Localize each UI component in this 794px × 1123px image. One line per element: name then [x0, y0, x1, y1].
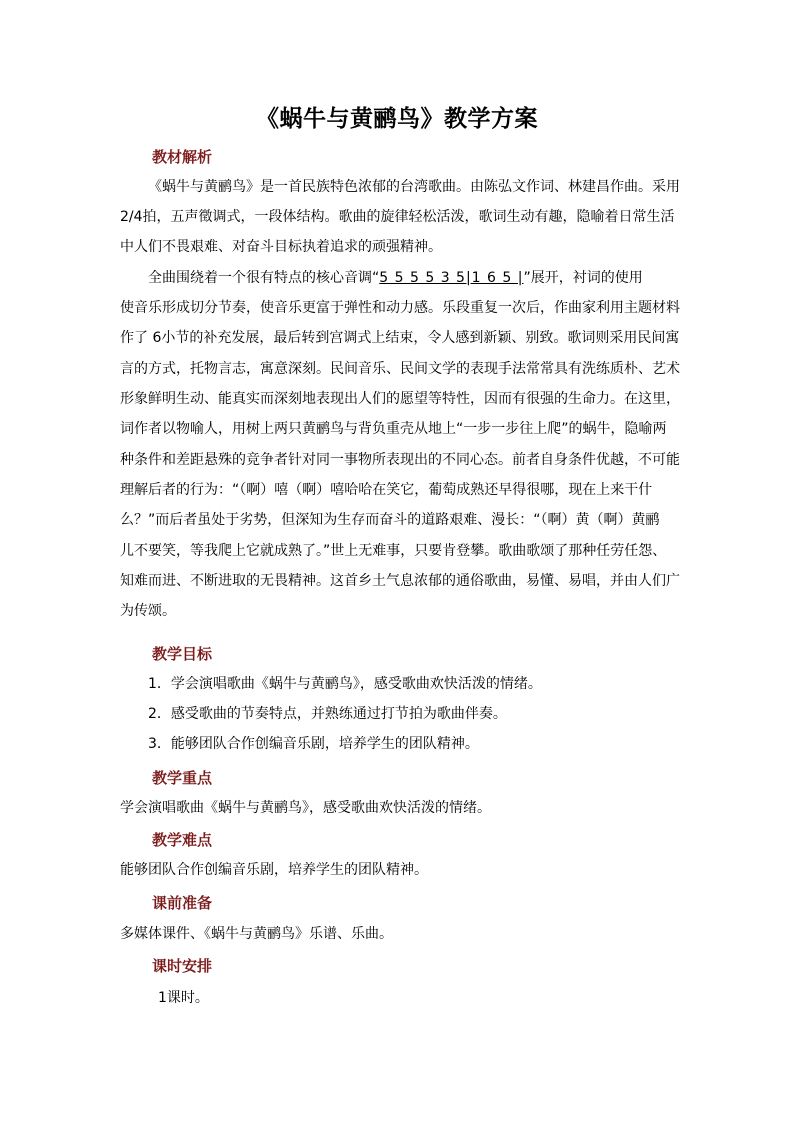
goal-item: 2．感受歌曲的节奏特点，并熟练通过打节拍为歌曲伴奏。 — [148, 706, 507, 722]
section-heading-key-points: 教学重点 — [152, 769, 213, 787]
paragraph-line: 《蜗牛与黄鹂鸟》是一首民族特色浓郁的台湾歌曲。由陈弘文作词、林建昌作曲。采用 — [148, 179, 680, 195]
paragraph-text: 全曲围绕着一个很有特点的核心音调“ — [148, 270, 380, 286]
preparation-text: 多媒体课件、《蜗牛与黄鹂鸟》乐谱、乐曲。 — [120, 926, 393, 942]
section-heading-analysis: 教材解析 — [152, 148, 213, 166]
page-title: 《蜗牛与黄鹂鸟》教学方案 — [256, 105, 538, 132]
section-heading-schedule: 课时安排 — [152, 957, 213, 975]
paragraph-line: 为传颂。 — [120, 603, 176, 619]
paragraph-line: 种条件和差距悬殊的竞争者针对同一事物所表现出的不同心态。前者自身条件优越，不可能 — [120, 452, 680, 468]
key-points-text: 学会演唱歌曲《蜗牛与黄鹂鸟》，感受歌曲欢快活泼的情绪。 — [120, 800, 491, 816]
paragraph-line: 知难而进、不断进取的无畏精神。这首乡土气息浓郁的通俗歌曲，易懂、易唱，并由人们广 — [120, 573, 680, 589]
difficulties-text: 能够团队合作创编音乐剧，培养学生的团队精神。 — [120, 862, 428, 878]
paragraph-line: 理解后者的行为：“（啊）嘻（啊）嘻哈哈在笑它，葡萄成熟还早得很哪，现在上来干什 — [120, 482, 653, 498]
melody-notation — [379, 268, 523, 288]
paragraph-line: 词作者以物喻人，用树上两只黄鹂鸟与背负重壳从地上“一步一步往上爬”的蜗牛，隐喻两 — [120, 421, 667, 437]
section-heading-preparation: 课前准备 — [152, 894, 213, 912]
paragraph-text: ”展开，衬词的使用 — [523, 270, 643, 286]
section-heading-difficulties: 教学难点 — [152, 831, 213, 849]
goal-item: 3．能够团队合作创编音乐剧，培养学生的团队精神。 — [148, 736, 479, 752]
notation-text: 5 5 5 5 3 5|1 6 5 | — [379, 270, 524, 286]
paragraph-line: 么？”而后者虽处于劣势，但深知为生存而奋斗的道路艰难、漫长：“（啊）黄（啊）黄鹂 — [120, 512, 660, 528]
paragraph-line: 形象鲜明生动、能真实而深刻地表现出人们的愿望等特性，因而有很强的生命力。在这里， — [120, 391, 680, 407]
paragraph-line: 言的方式，托物言志，寓意深刻。民间音乐、民间文学的表现手法常常具有洗练质朴、艺术 — [120, 361, 680, 377]
paragraph-line: 作了 6小节的补充发展，最后转到宫调式上结束，令人感到新颖、别致。歌词则采用民间寓 — [120, 330, 680, 346]
paragraph-line: 儿不要笑，等我爬上它就成熟了。”世上无难事，只要肯登攀。歌曲歌颂了那种任劳任怨、 — [120, 543, 667, 559]
paragraph-line: 使音乐形成切分节奏，使音乐更富于弹性和动力感。乐段重复一次后，作曲家利用主题材料 — [120, 300, 680, 316]
goal-item: 1．学会演唱歌曲《蜗牛与黄鹂鸟》，感受歌曲欢快活泼的情绪。 — [148, 676, 542, 692]
paragraph-line: 中人们不畏艰难、对奋斗目标执着追求的顽强精神。 — [120, 239, 442, 255]
section-heading-goals: 教学目标 — [152, 645, 213, 663]
paragraph-line-with-notation — [148, 268, 643, 288]
paragraph-line: 2/4拍，五声徵调式，一段体结构。歌曲的旋律轻松活泼，歌词生动有趣，隐喻着日常生活 — [120, 209, 675, 225]
schedule-text: 1课时。 — [158, 990, 209, 1006]
